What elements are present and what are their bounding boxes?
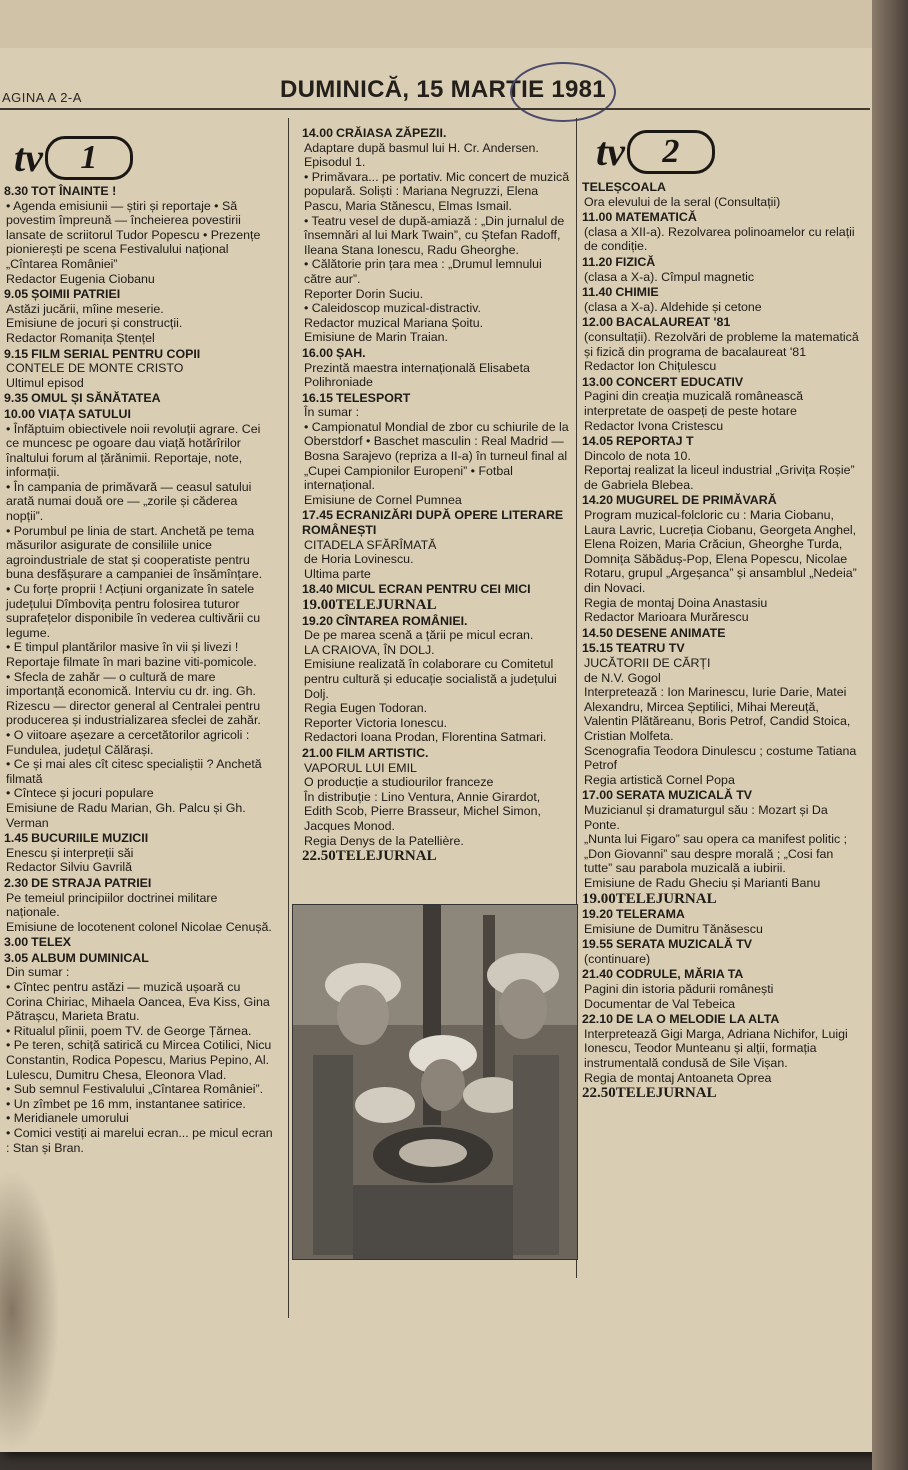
program-title: BACALAUREAT '81 [616,315,731,330]
program-title: DE STRAJA PATRIEI [31,875,152,890]
program-entry [582,907,864,936]
program-time: 1.45 [4,831,29,846]
column-divider-left [288,118,289,1318]
program-title: MATEMATICĂ [615,210,697,225]
program-detail: Reporter Victoria Ionescu. [304,715,448,730]
program-entry [582,315,864,373]
program-detail: Regia Eugen Todoran. [304,701,428,716]
program-entry [582,1012,864,1085]
program-time: 9.35 [4,391,29,406]
program-heading [582,788,864,803]
program-title: FILM SERIAL PENTRU COPII [31,346,201,361]
program-detail: Documentar de Val Tebeica [584,996,736,1011]
program-title: SERATA MUZICALĂ TV [616,788,753,803]
program-title: ȘAH. [336,345,366,360]
program-detail: Adaptare după basmul lui H. Cr. Andersen. Episodul 1. [304,140,539,170]
program-entry [302,126,570,345]
program-time: 14.00 [302,126,334,140]
program-heading [302,614,570,629]
program-heading [302,746,570,761]
header-rule [0,108,870,110]
program-time: 21.40 [582,967,614,982]
program-detail: Muzicianul și dramaturgul său : Mozart și Da Ponte. [584,802,828,832]
program-detail: „Nunta lui Figaro” sau opera ca manifest politic ; „Don Giovanni” sau despre morală ; „Cosi fan tutte” sau parabola muzicală a iubirii. [584,832,848,876]
program-entry [4,347,274,391]
program-time: 21.00 [302,745,334,760]
program-detail: În sumar : [304,405,360,420]
program-entry [302,849,570,864]
tv1-continued-column [302,126,570,865]
program-title: SERATA MUZICALĂ TV [616,937,753,952]
program-detail: Enescu și interpreții săi [6,845,134,860]
program-entry [4,876,274,934]
program-detail: Emisiune de Marin Traian. [304,330,448,345]
program-detail: • Cîntece și jocuri populare [6,786,154,801]
program-entry [4,287,274,345]
program-detail: (clasa a X-a). Aldehide și cetone [584,299,762,314]
program-detail: • Agenda emisiunii — știri și reportaje • Să povestim împreună — încheierea povestirii lansate de scriitorul Tudor Popescu • Prezențe pionierești pe scena Festivalului național „Cîntarea României” [6,198,261,271]
program-detail: Redactor Ion Chițulescu [584,359,717,374]
program-detail: Astăzi jucării, mîine meserie. [6,301,164,316]
program-detail: • Porumbul pe linia de start. Anchetă pe tema măsurilor asigurate de consiliile unice agroindustriale de stat și cooperatiste pentru buna desfășurare a campaniei de însămînțare. [6,523,263,582]
program-detail: • În campania de primăvară — ceasul satului arată numai două ore — „zorile și căderea nopții”. [6,479,252,524]
program-entry [4,951,274,1155]
program-heading [582,210,864,225]
program-title: TELEJURNAL [615,890,717,907]
program-time: 17.45 [302,508,334,523]
program-time: 19.00 [302,597,336,613]
program-detail: Din sumar : [6,965,70,980]
program-heading [4,951,274,966]
program-detail: Emisiune de Radu Gheciu și Marianti Banu [584,875,821,890]
program-title: TEATRU TV [616,641,685,656]
program-time: 16.15 [302,390,334,405]
program-detail: Prezintă maestra internațională Elisabeta Polihroniade [304,360,530,390]
program-heading [4,407,274,422]
tv2-logo-prefix: tv [596,129,625,174]
program-detail: Redactor Romanița Ștențel [6,330,155,345]
program-entry [302,346,570,390]
program-time: 11.00 [582,210,613,225]
program-title: TELEȘCOALA [582,180,666,194]
program-entry [302,508,570,581]
program-heading [4,347,274,362]
program-detail: (consultații). Rezolvări de probleme la matematică și fizică din programa de bacalaureat '81 [584,329,859,359]
program-heading [582,375,864,390]
program-time: 14.20 [582,493,614,508]
program-entry [4,935,274,950]
program-heading [582,285,864,300]
program-time: 19.20 [302,613,334,628]
program-time: 8.30 [4,184,29,198]
program-detail: Reporter Dorin Suciu. [304,286,424,301]
program-heading [4,876,274,891]
program-entry [302,598,570,613]
program-title: CHIMIE [615,285,659,300]
program-title: CÎNTAREA ROMÂNIEI. [336,613,468,628]
tv2-schedule-column [582,180,864,1102]
program-title: TELEX [31,935,72,950]
program-entry [302,746,570,848]
program-title: DE LA O MELODIE LA ALTA [616,1012,780,1027]
program-detail: JUCĂTORII DE CĂRȚI [584,656,711,670]
paper-stain [0,1170,60,1452]
program-detail: Pagini din istoria pădurii românești [584,982,774,997]
program-detail: • Ce și mai ales cît citesc specialiștii ? Anchetă filmată [6,757,262,786]
program-heading [582,892,864,907]
program-title: CONCERT EDUCATIV [616,374,744,389]
program-detail: Program muzical-folcloric cu : Maria Ciobanu, Laura Lavric, Lucreția Ciobanu, Georgeta Anghel, Elena Roizen, Maria Crăciun, Gheorghe Turda, Domnița Săbăduș-Pop, Elena Popescu, Nicolae Rotaru, grupul „Argeșanca” și ansamblul „Nedeia” din Novaci. [584,508,857,596]
tv2-logo-number: 2 [627,130,715,174]
program-detail: Emisiune de Dumitru Tănăsescu [584,921,763,936]
program-detail: • Înfăptuim obiectivele noii revoluții agrare. Cei ce muncesc pe ogoare dau viață hotărîrilor înaltului forum al țărănimii. Reportaje, note, informații. [6,421,261,480]
program-entry [4,184,274,286]
torn-page-edge [872,0,908,1470]
program-entry [582,434,864,492]
program-heading [302,391,570,406]
program-detail: • Sub semnul Festivalului „Cîntarea României”. [6,1082,264,1097]
program-detail: (clasa a X-a). Cîmpul magnetic [584,269,755,284]
program-heading [582,1012,864,1027]
workers-photo [292,904,578,1260]
page-date: DUMINICĂ, 15 MARTIE 1981 [280,76,606,103]
program-heading [582,315,864,330]
program-time: 15.15 [582,641,614,656]
program-title: FIZICĂ [615,254,656,269]
program-title: ALBUM DUMINICAL [31,950,149,965]
program-title: MICUL ECRAN PENTRU CEI MICI [336,582,531,597]
program-title: CODRULE, MĂRIA TA [616,967,744,982]
program-detail: Pagini din creația muzicală românească interpretate de oaspeți de peste hotare [584,389,804,418]
program-detail: Emisiune de jocuri și construcții. [6,316,183,331]
program-detail: • Caleidoscop muzical-distractiv. [304,301,481,316]
program-detail: Redactor muzical Mariana Șoitu. [304,315,484,330]
program-heading [4,287,274,302]
program-detail: de Horia Lovinescu. [304,552,414,567]
program-detail: • Meridianele umorului [6,1111,129,1126]
program-heading [302,126,570,141]
program-heading [4,831,274,846]
program-detail: În distribuție : Lino Ventura, Annie Girardot, Edith Scob, Pierre Brasseur, Michel Simon, Jacques Monod. [304,789,541,833]
program-title: OMUL ȘI SĂNĂTATEA [31,391,161,406]
program-detail: • Un zîmbet pe 16 mm, instantanee satirice. [6,1096,246,1111]
program-detail: • Călătorie prin țara mea : „Drumul lemnului către aur”. [304,257,542,286]
program-heading [582,626,864,641]
program-detail: Regia artistică Cornel Popa [584,772,735,787]
program-title: TELEJURNAL [335,597,437,613]
program-detail: CITADELA SFĂRÎMATĂ [304,537,437,552]
program-detail: O producție a studiourilor franceze [304,775,494,790]
program-time: 10.00 [4,406,36,421]
workers-photo-illustration [293,905,577,1259]
program-detail: Dincolo de nota 10. [584,448,691,463]
program-time: 22.50 [582,1085,616,1102]
program-entry [582,375,864,433]
program-heading [302,598,570,613]
program-entry [582,641,864,787]
program-entry [582,180,864,209]
program-entry [302,582,570,597]
program-title: TELESPORT [336,390,411,405]
program-heading [582,907,864,922]
program-entry [302,391,570,508]
program-detail: Emisiune de Radu Marian, Gh. Palcu și Gh. Verman [6,800,246,830]
program-time: 11.20 [582,254,613,269]
program-detail: Ultimul episod [6,375,84,390]
program-detail: Redactor Ivona Cristescu [584,418,724,433]
program-title: ȘOIMII PATRIEI [31,287,121,302]
program-detail: (continuare) [584,951,651,966]
program-time: 19.20 [582,907,614,922]
program-time: 19.55 [582,937,614,952]
program-time: 2.30 [4,875,29,890]
program-detail: • Comici vestiți ai marelui ecran... pe micul ecran : Stan și Bran. [6,1126,273,1155]
program-time: 14.05 [582,434,614,449]
program-title: MUGUREL DE PRIMĂVARĂ [616,493,777,508]
program-title: VIAȚA SATULUI [38,406,131,421]
program-detail: Redactor Eugenia Ciobanu [6,271,155,286]
program-heading [582,434,864,449]
program-detail: Emisiune de locotenent colonel Nicolae Cenușă. [6,919,272,934]
program-time: 9.15 [4,346,29,361]
program-time: 16.00 [302,345,334,360]
tv1-schedule-column [4,184,274,1156]
program-detail: • Cîntec pentru astăzi — muzică ușoară cu Corina Chiriac, Mihaela Oancea, Eva Kiss, Gina Pătrașcu, Marieta Bratu. [6,980,270,1024]
program-detail: • Ritualul pîinii, poem TV. de George Țărnea. [6,1023,252,1038]
program-detail: Regia Denys de la Patellière. [304,833,464,848]
program-detail: • Cu forțe proprii ! Acțiuni organizate în satele județului Dîmbovița pentru folosirea tuturor suprafețelor disponibile în vederea cultivării cu legume. [6,582,261,640]
program-entry [4,831,274,875]
program-detail: Regia de montaj Doina Anastasiu [584,595,768,610]
program-heading [582,641,864,656]
program-entry [582,285,864,314]
program-time: 13.00 [582,374,614,389]
program-detail: Emisiune de Cornel Pumnea [304,492,462,507]
program-heading [582,967,864,982]
program-heading [302,849,570,864]
program-time: 9.05 [4,287,29,302]
program-time: 3.00 [4,935,29,950]
program-title: TELEJURNAL [615,1085,717,1102]
program-title: TELEJURNAL [335,848,437,865]
program-detail: • O viitoare așezare a cercetătorilor agricoli : Fundulea, județul Călărași. [6,727,250,757]
tv1-logo-prefix: tv [14,135,43,180]
program-detail: • Campionatul Mondial de zbor cu schiurile de la Oberstdorf • Baschet masculin : Real Madrid — Bosna Sarajevo (repriza a II-a) în turneul final al „Cupei Campionilor Europeni” • Fotbal internațional. [304,419,569,493]
program-detail: Redactor Marioara Murărescu [584,610,749,625]
program-time: 22.10 [582,1012,614,1027]
program-heading [582,1086,864,1101]
program-detail: • Teatru vesel de după-amiază : „Din jurnalul de însemnări al lui Mark Twain”, cu Ștefan Radoff, Ileana Stana Ionescu, Radu Gheorghe. [304,213,565,257]
program-title: REPORTAJ T [616,434,694,449]
program-time: 11.40 [582,285,613,300]
program-entry [582,892,864,907]
program-entry [4,391,274,406]
program-entry [4,407,274,830]
program-entry [302,614,570,745]
program-detail: CONTELE DE MONTE CRISTO [6,361,184,376]
program-entry [582,626,864,641]
program-time: 3.05 [4,950,29,965]
program-detail: Ultima parte [304,566,371,581]
program-title: TOT ÎNAINTE ! [31,184,117,198]
tv2-logo [596,130,715,174]
program-detail: Interpretează Gigi Marga, Adriana Nichifor, Luigi Ionescu, Teodor Munteanu și alții, formația instrumentală condusă de Sile Vișan. [584,1026,848,1071]
program-entry [582,1086,864,1101]
program-detail: • E timpul plantărilor masive în vii și livezi ! Reportaje filmate în mari bazine viti-pomicole. [6,640,257,669]
page-label: AGINA A 2-A [2,90,82,105]
program-detail: Ora elevului de la seral (Consultații) [584,194,781,209]
program-heading [4,184,274,199]
program-detail: Redactor Silviu Gavrilă [6,860,133,875]
program-entry [582,210,864,254]
program-title: CRĂIASA ZĂPEZII. [336,126,447,140]
program-detail: Regia de montaj Antoaneta Oprea [584,1070,772,1085]
program-detail: Interpretează : Ion Marinescu, Iurie Darie, Matei Alexandru, Mircea Șeptilici, Mihai Mereuță, Valentin Plătăreanu, Boris Petrof, Candid Stoica, Cristian Molfeta. [584,685,851,743]
program-detail: Redactori Ioana Prodan, Florentina Satmari. [304,730,547,745]
program-entry [582,493,864,624]
program-title: DESENE ANIMATE [616,625,726,640]
program-detail: Emisiune realizată în colaborare cu Comitetul pentru cultură și educație socialistă a județului Dolj. [304,657,557,701]
program-title: ECRANIZĂRI DUPĂ OPERE LITERARE ROMÂNEȘTI [302,508,564,538]
page-top-margin [0,0,878,48]
program-detail: (clasa a XII-a). Rezolvarea polinoamelor cu relații de condiție. [584,224,855,254]
program-detail: Reportaj realizat la liceul industrial „Grivița Roșie” de Gabriela Blebea. [584,463,855,492]
program-heading [302,582,570,597]
program-detail: Scenografia Teodora Dinulescu ; costume Tatiana Petrof [584,743,857,773]
program-detail: • Pe teren, schiță satirică cu Mircea Cotilici, Nicu Constantin, Rodica Popescu, Marius Pepino, Al. Lulescu, Dumitru Chesa, Eleonora Vlad. [6,1038,272,1082]
program-time: 12.00 [582,315,614,330]
program-title: FILM ARTISTIC. [336,745,429,760]
program-time: 14.50 [582,625,614,640]
program-detail: Pe temeiul principiilor doctrinei militare naționale. [6,890,218,920]
program-entry [582,937,864,966]
program-heading [582,937,864,952]
program-heading [582,493,864,508]
program-heading [582,180,864,195]
tv1-logo-number: 1 [45,136,133,180]
program-time: 22.50 [302,848,336,865]
program-entry [582,255,864,284]
program-detail: de N.V. Gogol [584,670,661,685]
program-time: 17.00 [582,788,614,803]
program-detail: De pe marea scenă a țării pe micul ecran. [304,628,534,643]
program-detail: LA CRAIOVA, ÎN DOLJ. [304,642,435,657]
program-heading [582,255,864,270]
tv1-logo [14,136,133,180]
program-entry [582,967,864,1011]
program-entry [582,788,864,890]
program-time: 18.40 [302,582,334,597]
program-detail: VAPORUL LUI EMIL [304,760,417,775]
program-heading [302,346,570,361]
pen-circle-mark [510,62,616,122]
program-title: TELERAMA [616,907,685,922]
program-title: BUCURIILE MUZICII [31,831,149,846]
program-detail: • Sfecla de zahăr — o cultură de mare importanță economică. Interviu cu dr. ing. Gh. Rizescu — director general al Centralei pentru producerea și industrializarea sfeclei de zahăr. [6,669,261,728]
program-detail: • Primăvara... pe portativ. Mic concert de muzică populară. Soliști : Mariana Negruzzi, Elena Pascu, Maria Stănescu, Elmas Ismail. [304,169,570,213]
program-heading [4,391,274,406]
program-heading [4,935,274,950]
program-time: 19.00 [582,890,616,907]
program-heading [302,508,570,537]
